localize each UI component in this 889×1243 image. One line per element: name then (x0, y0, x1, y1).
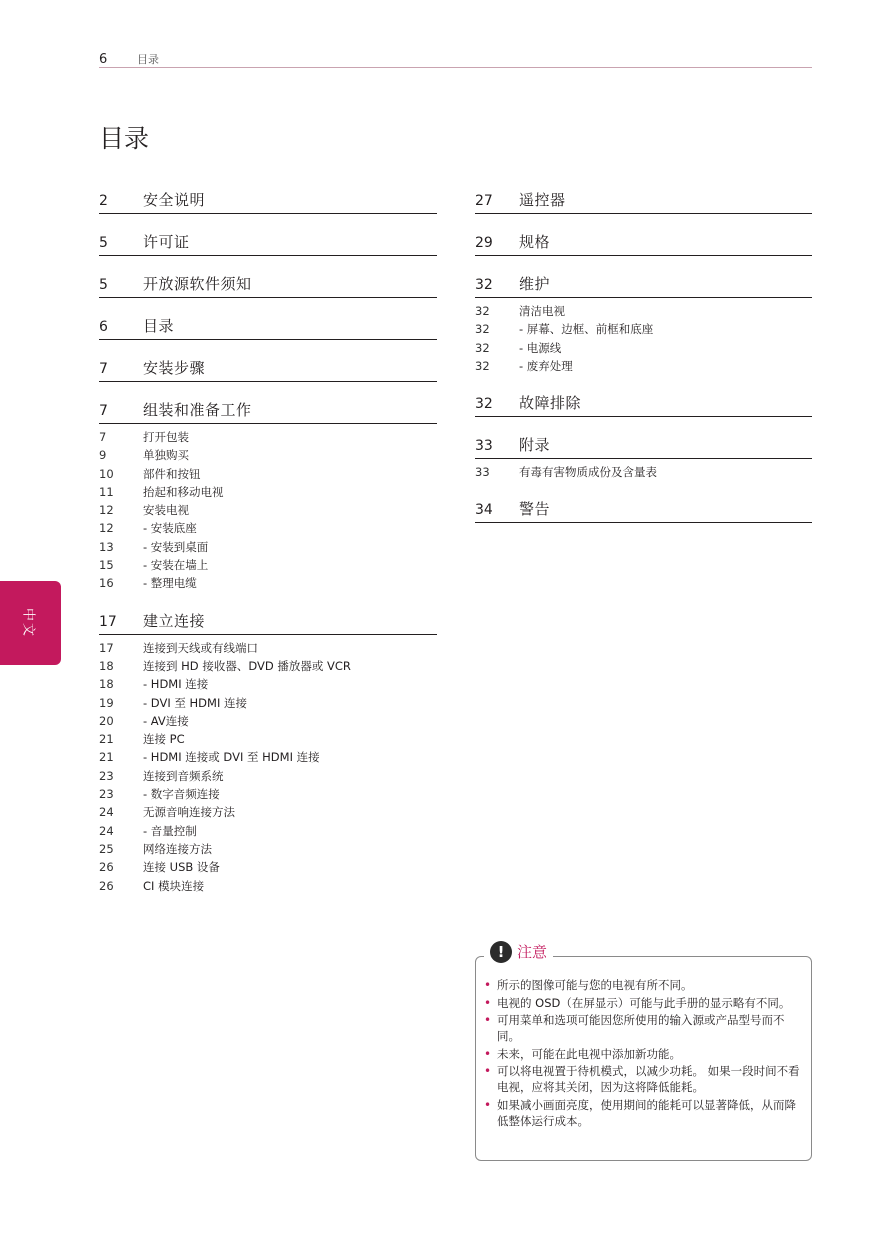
toc-subentry[interactable] (99, 657, 437, 675)
toc-section-page: 7 (99, 403, 108, 419)
toc-subentry-label: - 安装底座 (143, 521, 197, 536)
toc-section-heading[interactable] (99, 314, 437, 340)
toc-subentry-page: 17 (99, 640, 114, 655)
toc-subentry[interactable] (475, 339, 812, 357)
toc-section-heading[interactable] (475, 391, 812, 417)
toc-subentries (99, 424, 437, 593)
toc-section (475, 433, 812, 481)
toc-section-label: 规格 (519, 233, 551, 251)
header-section-title: 目录 (137, 53, 159, 66)
toc-subentry[interactable] (99, 803, 437, 821)
toc-subentry[interactable] (99, 712, 437, 730)
toc-subentries (475, 298, 812, 375)
toc-subentry-label: - 音量控制 (143, 823, 197, 838)
toc-subentry-page: 32 (475, 304, 490, 318)
toc-subentry-label: - 安装到桌面 (143, 539, 209, 554)
toc-subentry-label: 单独购买 (143, 448, 189, 463)
toc-section (99, 356, 437, 382)
note-item (484, 1063, 802, 1095)
toc-right-column (475, 188, 812, 539)
bullet-icon: • (484, 995, 492, 1010)
toc-subentry-page: 32 (475, 340, 490, 355)
note-item-text: 可用菜单和选项可能因您所使用的输入源或产品型号而不同。 (497, 1013, 785, 1043)
toc-subentry-label: - 数字音频连接 (143, 787, 220, 802)
toc-section-heading[interactable] (475, 230, 812, 256)
toc-section-label: 开放源软件须知 (143, 275, 252, 293)
toc-section-page: 27 (475, 193, 493, 209)
toc-section-heading[interactable] (475, 433, 812, 459)
toc-section (99, 188, 437, 214)
toc-subentry[interactable] (99, 858, 437, 876)
toc-subentry[interactable] (475, 320, 812, 338)
toc-subentry[interactable] (99, 840, 437, 858)
toc-section-heading[interactable] (475, 188, 812, 214)
toc-subentry-page: 18 (99, 677, 114, 692)
note-box (475, 943, 812, 1161)
note-item-text: 所示的图像可能与您的电视有所不同。 (497, 978, 693, 992)
toc-subentry-label: 连接 USB 设备 (143, 860, 220, 875)
toc-subentry-page: 23 (99, 768, 114, 783)
note-item (484, 1046, 802, 1062)
toc-section-page: 2 (99, 193, 108, 209)
toc-subentries (99, 635, 437, 895)
toc-section-page: 32 (475, 396, 493, 413)
toc-subentry-page: 13 (99, 539, 114, 554)
toc-section-page: 17 (99, 613, 117, 630)
toc-section-page: 33 (475, 438, 493, 455)
toc-section-label: 附录 (519, 436, 551, 455)
bullet-icon: • (484, 1013, 492, 1027)
toc-subentry[interactable] (99, 877, 437, 895)
note-item (484, 1097, 802, 1129)
toc-section (99, 398, 437, 593)
toc-subentry-page: 7 (99, 430, 107, 444)
toc-subentry[interactable] (99, 519, 437, 537)
toc-subentry-page: 19 (99, 695, 114, 710)
warning-icon: ! (490, 941, 512, 963)
toc-subentry-page: 11 (99, 484, 114, 499)
toc-subentry-label: - DVI 至 HDMI 连接 (143, 695, 247, 710)
toc-subentry-label: 网络连接方法 (143, 841, 212, 856)
toc-section-label: 建立连接 (143, 611, 206, 630)
note-title: 注意 (517, 943, 548, 961)
language-tab-label: 中文 (20, 607, 36, 639)
note-list (484, 977, 802, 1130)
toc-subentry-page: 26 (99, 878, 114, 893)
toc-subentry[interactable] (99, 767, 437, 785)
toc-section-heading[interactable] (99, 609, 437, 635)
toc-subentry-page: 21 (99, 750, 114, 765)
toc-section-heading[interactable] (475, 272, 812, 298)
toc-section (99, 272, 437, 298)
toc-subentries (475, 459, 812, 481)
toc-section-label: 目录 (143, 317, 175, 335)
page-number: 6 (99, 52, 108, 67)
toc-subentry-page: 23 (99, 787, 114, 802)
language-tab[interactable] (0, 581, 61, 665)
toc-subentry[interactable] (99, 748, 437, 766)
toc-section (99, 314, 437, 340)
toc-subentry[interactable] (99, 465, 437, 483)
toc-section-page: 7 (99, 361, 108, 377)
toc-section-heading[interactable] (99, 398, 437, 424)
toc-subentry-label: CI 模块连接 (143, 878, 205, 893)
toc-section-heading[interactable] (99, 356, 437, 382)
toc-subentry-label: 安装电视 (143, 503, 189, 518)
toc-section (475, 497, 812, 523)
toc-section-label: 遥控器 (519, 191, 566, 209)
toc-subentry-label: 有毒有害物质成份及含量表 (519, 465, 657, 480)
toc-subentry[interactable] (99, 574, 437, 592)
toc-subentry-label: - HDMI 连接或 DVI 至 HDMI 连接 (143, 750, 320, 765)
toc-subentry-label: 部件和按钮 (143, 466, 201, 481)
toc-subentry[interactable] (99, 538, 437, 556)
toc-subentry-label: 连接到 HD 接收器、DVD 播放器或 VCR (143, 658, 351, 673)
toc-subentry-page: 26 (99, 860, 114, 875)
toc-section-page: 29 (475, 235, 493, 251)
note-item-text: 未来，可能在此电视中添加新功能。 (497, 1046, 681, 1061)
toc-subentry-page: 10 (99, 466, 114, 481)
toc-subentry[interactable] (475, 357, 812, 375)
toc-section-page: 6 (99, 319, 108, 335)
toc-left-column (99, 188, 437, 911)
note-header (484, 940, 553, 964)
page-title: 目录 (99, 124, 150, 153)
toc-subentry-label: 打开包装 (143, 430, 189, 444)
toc-subentry-label: 无源音响连接方法 (143, 805, 235, 820)
page-header (99, 52, 812, 68)
toc-subentry-label: - 安装在墙上 (143, 558, 209, 573)
toc-section-label: 安全说明 (143, 191, 206, 209)
toc-subentry-page: 21 (99, 732, 114, 747)
toc-subentry[interactable] (99, 639, 437, 657)
toc-subentry[interactable] (99, 446, 437, 464)
toc-subentry[interactable] (99, 501, 437, 519)
toc-section (475, 391, 812, 417)
toc-section-page: 34 (475, 502, 493, 519)
toc-subentry-page: 32 (475, 358, 490, 373)
toc-subentry-label: 连接到天线或有线端口 (143, 640, 258, 655)
toc-section (475, 272, 812, 375)
toc-subentry-label: 连接 PC (143, 732, 185, 747)
toc-section-heading[interactable] (475, 497, 812, 523)
toc-section-label: 组装和准备工作 (143, 401, 252, 419)
toc-section-label: 维护 (519, 275, 551, 293)
toc-subentry-page: 9 (99, 448, 107, 463)
toc-subentry[interactable] (99, 483, 437, 501)
toc-section (99, 609, 437, 895)
toc-section-page: 32 (475, 277, 493, 293)
toc-section-label: 安装步骤 (143, 359, 206, 377)
toc-subentry-page: 12 (99, 503, 114, 518)
toc-subentry-page: 15 (99, 558, 114, 573)
toc-section-label: 故障排除 (519, 394, 582, 413)
note-item (484, 995, 802, 1011)
toc-subentry[interactable] (99, 675, 437, 693)
toc-subentry-label: 抬起和移动电视 (143, 484, 224, 499)
toc-subentry-label: 连接到音频系统 (143, 768, 224, 783)
toc-subentry-page: 33 (475, 465, 490, 480)
toc-section-heading[interactable] (99, 230, 437, 256)
toc-subentry-page: 24 (99, 823, 114, 838)
toc-subentry[interactable] (99, 822, 437, 840)
toc-subentry[interactable] (99, 730, 437, 748)
bullet-icon: • (484, 978, 492, 992)
bullet-icon: • (484, 1046, 492, 1061)
toc-section-heading[interactable] (99, 272, 437, 298)
toc-subentry-label: - 整理电缆 (143, 576, 197, 591)
note-item-text: 电视的 OSD（在屏显示）可能与此手册的显示略有不同。 (497, 995, 791, 1010)
note-item (484, 1012, 802, 1044)
toc-subentry[interactable] (475, 463, 812, 481)
note-item-text: 如果减小画面亮度，使用期间的能耗可以显著降低，从而降低整体运行成本。 (497, 1097, 796, 1128)
toc-subentry[interactable] (99, 694, 437, 712)
toc-subentry[interactable] (99, 428, 437, 446)
note-item (484, 977, 802, 993)
note-item-text: 可以将电视置于待机模式，以减少功耗。 如果一段时间不看电视，应将其关闭，因为这将降低能耗。 (497, 1064, 800, 1094)
toc-subentry-label: - HDMI 连接 (143, 677, 209, 692)
toc-subentry-label: - 电源线 (519, 340, 562, 355)
bullet-icon: • (484, 1097, 492, 1112)
bullet-icon: • (484, 1064, 492, 1078)
toc-subentry-label: - AV连接 (143, 713, 189, 728)
toc-subentry-page: 18 (99, 658, 114, 673)
toc-subentry-label: 清洁电视 (519, 304, 565, 318)
toc-subentry[interactable] (99, 556, 437, 574)
toc-section-heading[interactable] (99, 188, 437, 214)
toc-subentry-page: 16 (99, 576, 114, 591)
toc-section-label: 警告 (519, 500, 551, 519)
toc-subentry-page: 25 (99, 841, 114, 856)
toc-section-page: 5 (99, 277, 108, 293)
toc-subentry-page: 24 (99, 805, 114, 820)
toc-subentry-label: - 屏幕、边框、前框和底座 (519, 322, 654, 337)
toc-section (475, 188, 812, 214)
toc-subentry[interactable] (99, 785, 437, 803)
toc-subentry-label: - 废弃处理 (519, 358, 573, 373)
toc-subentry-page: 20 (99, 713, 114, 728)
toc-section-label: 许可证 (143, 233, 190, 251)
toc-subentry-page: 12 (99, 521, 114, 536)
toc-subentry[interactable] (475, 302, 812, 320)
toc-section-page: 5 (99, 235, 108, 251)
toc-section (99, 230, 437, 256)
toc-subentry-page: 32 (475, 322, 490, 337)
toc-section (475, 230, 812, 256)
